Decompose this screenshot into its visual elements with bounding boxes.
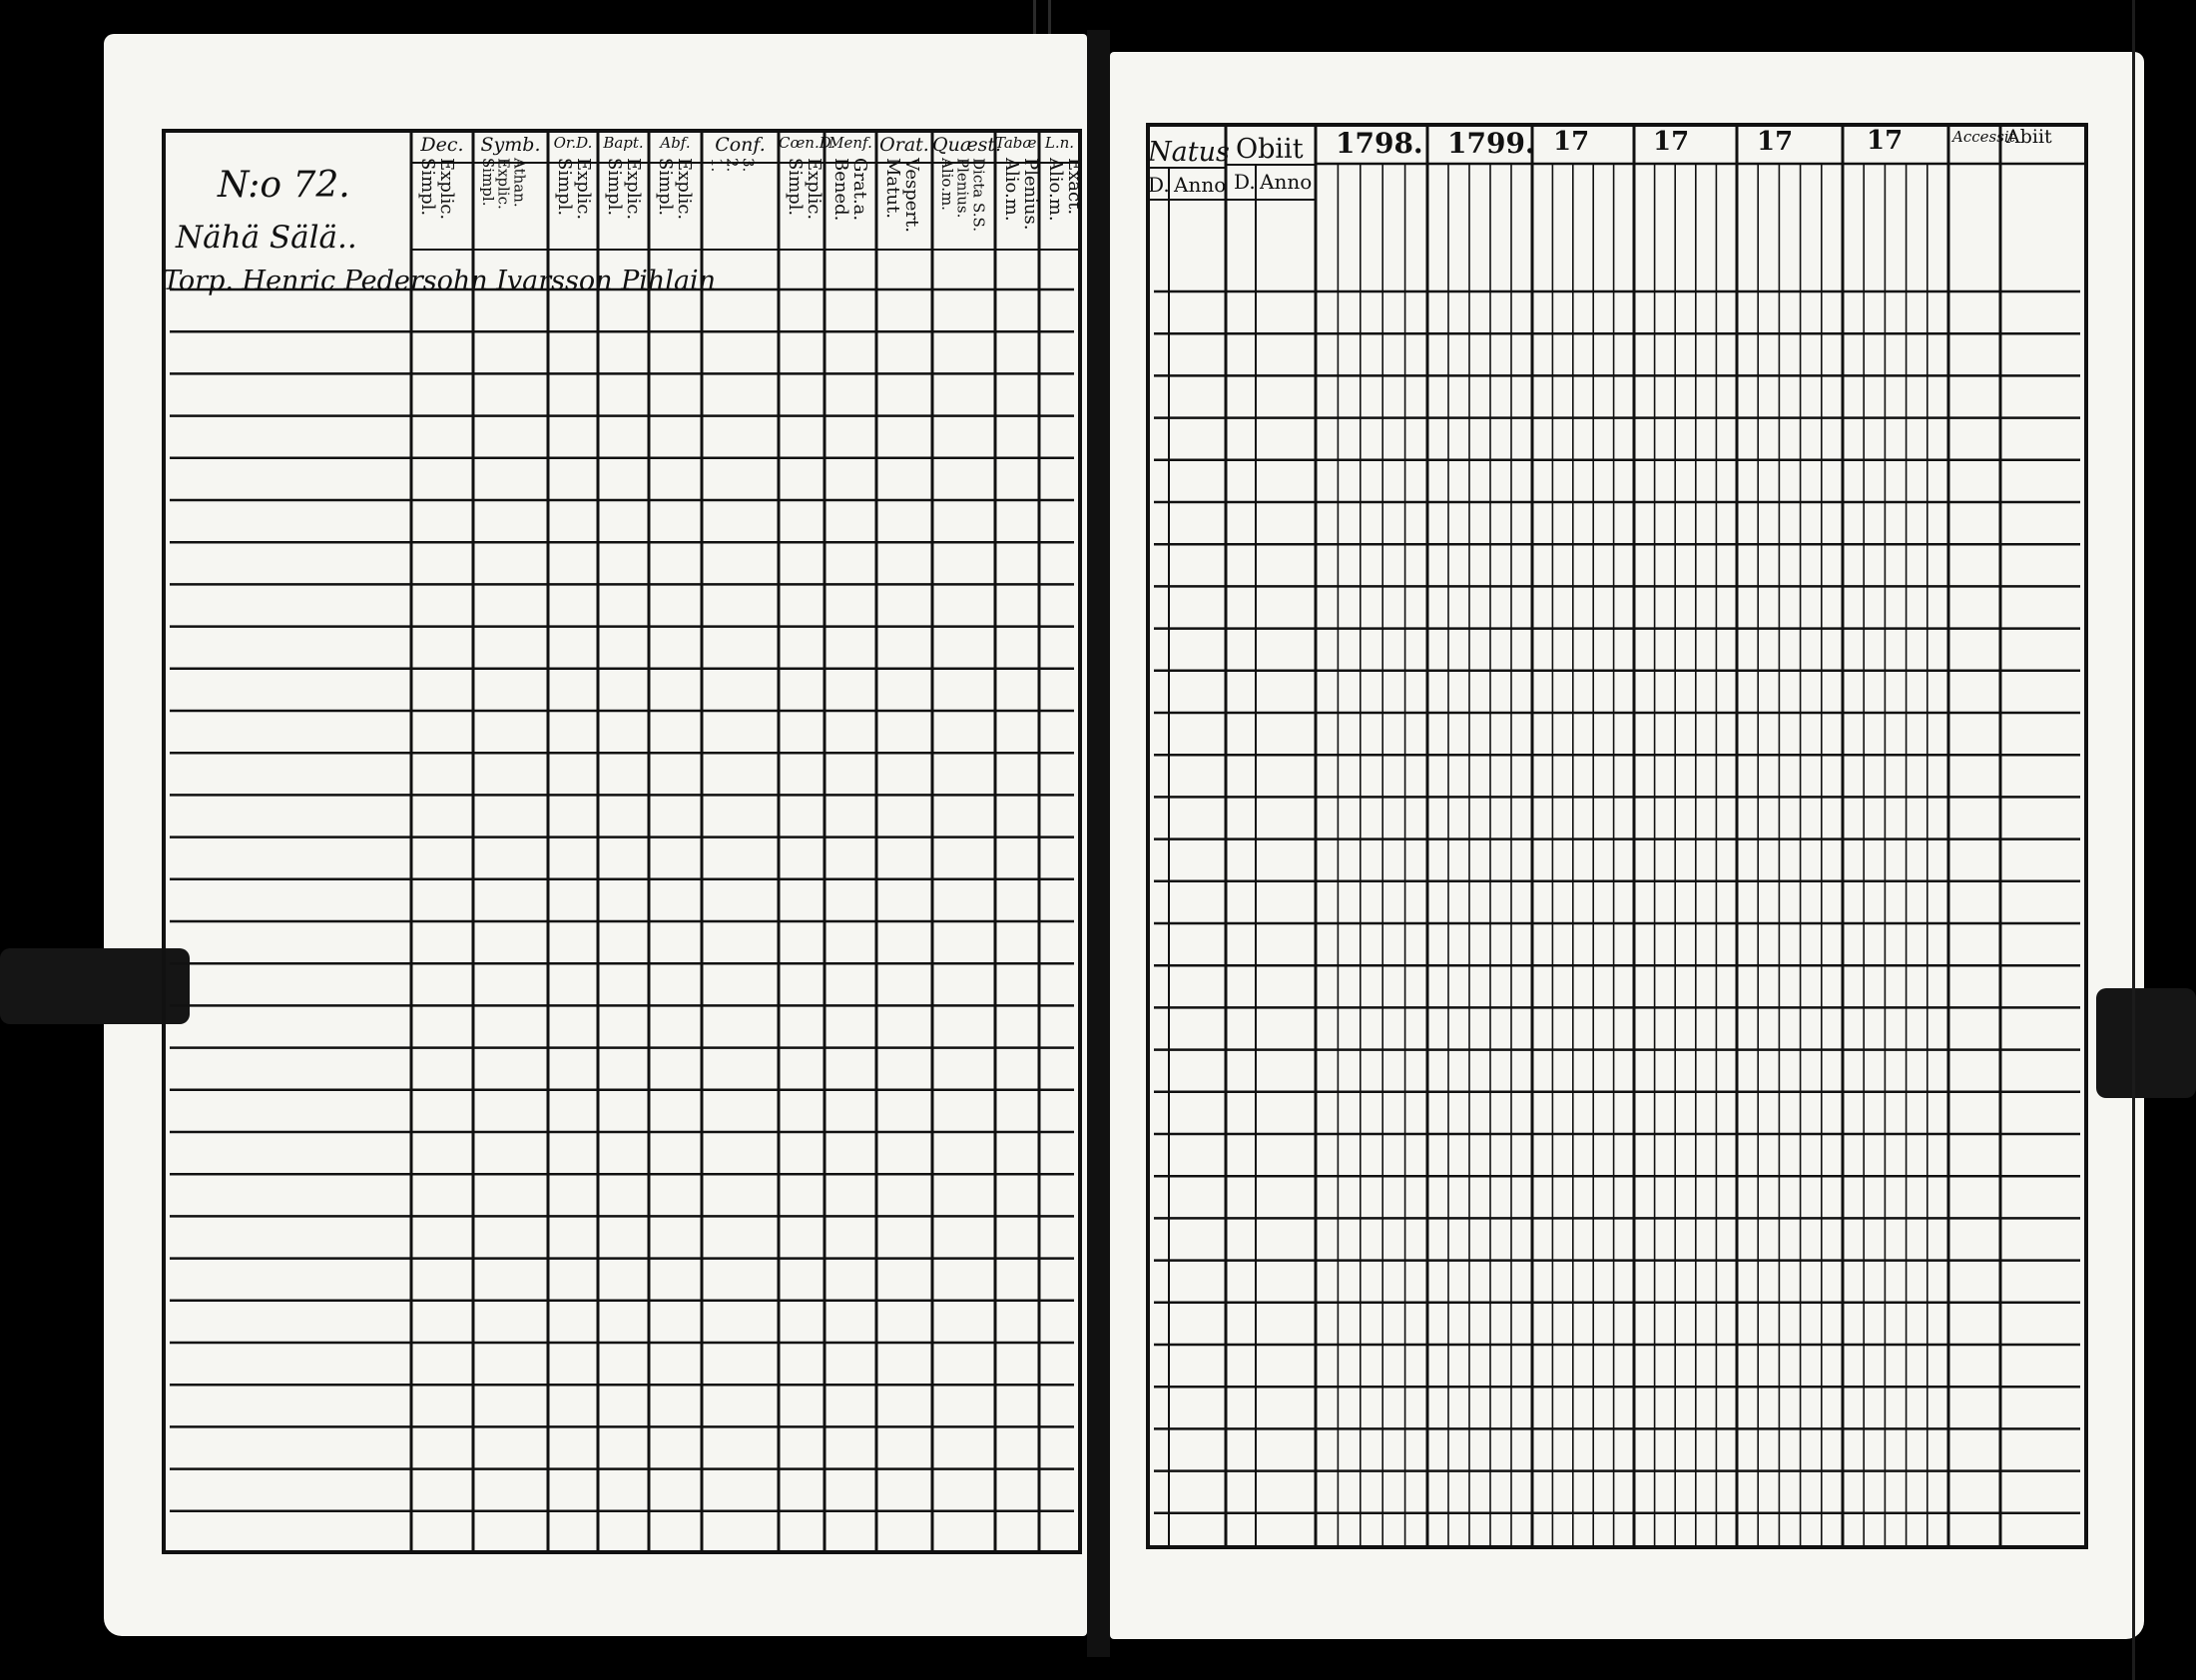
year-header-4: 17: [1653, 127, 1690, 157]
year-header-2: 1799.: [1447, 127, 1535, 160]
obiit-year-subheader: Anno: [1260, 170, 1313, 194]
year-header-3: 17: [1553, 127, 1590, 157]
handwritten-person-entry: Torp. Henric Pedersohn Ivarsson Pihlain: [163, 266, 717, 296]
left-column-subhead: Athan. Explic. Simpl.: [478, 158, 529, 210]
left-column-head: Conf.: [715, 134, 766, 156]
left-column-subhead: Vespert. Matut.: [881, 158, 922, 233]
abiit-header: Abiit: [2006, 126, 2052, 148]
left-column-subhead: Plenius. Alio.m.: [1000, 158, 1041, 231]
left-column-subhead: Exact. Alio.m.: [1044, 158, 1085, 222]
left-column-head: Cœn.D.: [779, 134, 835, 152]
left-column-head: Symb.: [480, 134, 541, 156]
left-column-subhead: Explic. Simpl.: [603, 158, 644, 221]
left-column-subhead: Dicta S.S. Plenius. Alio.m.: [937, 158, 988, 232]
left-column-head: Quæst.: [932, 134, 1002, 156]
obiit-day-subheader: D.: [1234, 170, 1256, 194]
right-table-border: [1148, 125, 2086, 1547]
left-column-head: Dec.: [420, 134, 464, 156]
left-column-subhead: 3. 2. 1.: [707, 158, 758, 173]
left-column-head: Or.D.: [553, 134, 593, 152]
left-column-subhead: Explic. Simpl.: [784, 158, 824, 221]
left-column-head: Tabæ.: [995, 134, 1042, 152]
left-column-head: Orat.: [879, 134, 929, 156]
year-header-5: 17: [1757, 127, 1794, 157]
left-column-subhead: Explic. Simpl.: [416, 158, 457, 221]
natus-header: Natus: [1148, 137, 1230, 168]
year-header-1: 1798.: [1336, 127, 1423, 160]
left-column-head: L.n.: [1044, 134, 1075, 152]
left-column-head: Menf.: [828, 134, 872, 152]
left-column-head: Abf.: [660, 134, 691, 152]
left-column-subhead: Explic. Simpl.: [654, 158, 695, 221]
natus-year-subheader: Anno: [1174, 173, 1227, 197]
obiit-header: Obiit: [1236, 134, 1304, 165]
left-column-subhead: Explic. Simpl.: [553, 158, 594, 221]
left-column-subhead: Grat.a. Bened.: [829, 158, 870, 222]
accessit-header: Accessit: [1952, 128, 2015, 146]
natus-day-subheader: D.: [1148, 173, 1170, 197]
left-column-head: Bapt.: [603, 134, 644, 152]
year-header-6: 17: [1867, 126, 1904, 156]
handwritten-house-number: N:o 72.: [218, 165, 350, 206]
handwritten-place-name: Nähä Sälä..: [176, 220, 357, 256]
